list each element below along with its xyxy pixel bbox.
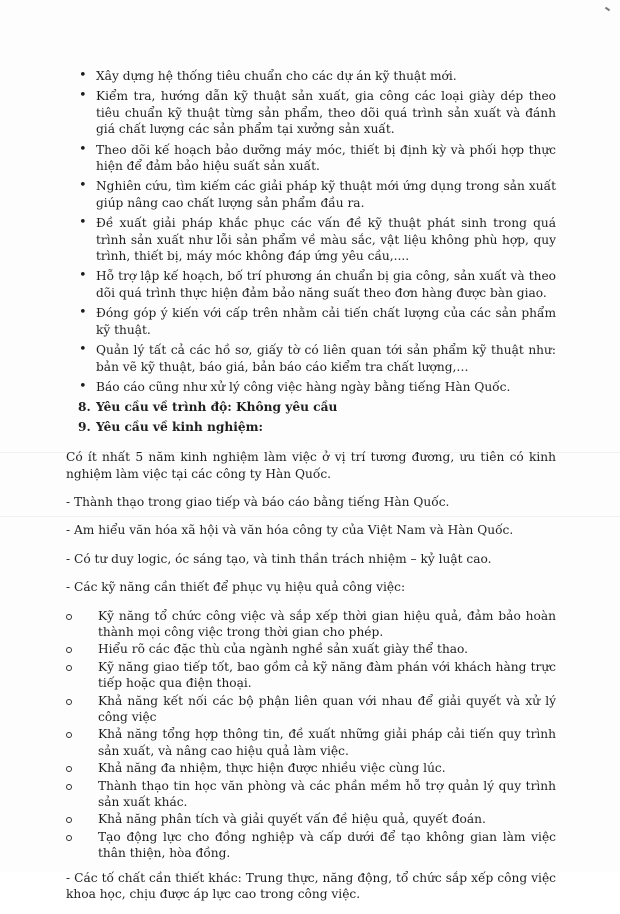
- list-item: • Báo cáo cũng như xử lý công việc hàng ngày bằng tiếng Hàn Quốc.: [66, 379, 556, 395]
- list-item: • Đề xuất giải pháp khắc phục các vấn đề kỹ thuật phát sinh trong quá trình sản xuất như lỗi sản phẩm về màu sắc, vật liệu không phù hợp, quy trình, thiết bị, máy móc không đáp ứng yêu cầu,....: [66, 215, 556, 264]
- paragraph: - Các kỹ năng cần thiết để phục vụ hiệu quả công việc:: [66, 580, 406, 595]
- skills-list: [66, 608, 556, 862]
- list-item: Khả năng đa nhiệm, thực hiện được nhiều việc cùng lúc.: [66, 760, 556, 776]
- list-item: Khả năng kết nối các bộ phận liên quan với nhau để giải quyết và xử lý công việc: [66, 693, 556, 726]
- section-heading-experience: [66, 419, 556, 435]
- list-item: Khả năng tổng hợp thông tin, đề xuất những giải pháp cải tiến quy trình sản xuất, và nâng cao hiệu quả làm việc.: [66, 726, 556, 759]
- list-item: • Đóng góp ý kiến với cấp trên nhằm cải tiến chất lượng của các sản phẩm kỹ thuật.: [66, 305, 556, 338]
- paragraph: Có ít nhất 5 năm kinh nghiệm làm việc ở vị trí tương đương, ưu tiên có kinh nghiệm làm việc tại các công ty Hàn Quốc.: [66, 450, 556, 481]
- document-body: [66, 68, 556, 914]
- list-item: • Xây dựng hệ thống tiêu chuẩn cho các dự án kỹ thuật mới.: [66, 68, 556, 84]
- section-title: Yêu cầu về kinh nghiệm:: [96, 419, 264, 434]
- section-number: 8.: [78, 400, 91, 415]
- list-item: Kỹ năng tổ chức công việc và sắp xếp thời gian hiệu quả, đảm bảo hoàn thành mọi công việc trong thời gian cho phép.: [66, 608, 556, 641]
- list-item: Hiểu rõ các đặc thù của ngành nghề sản xuất giày thể thao.: [66, 641, 556, 657]
- list-item: • Theo dõi kế hoạch bảo dưỡng máy móc, thiết bị định kỳ và phối hợp thực hiện để đảm bảo hiệu suất sản xuất.: [66, 142, 556, 175]
- section-heading-education: [66, 399, 556, 415]
- duties-list: [66, 68, 556, 395]
- paragraph: - Có tư duy logic, óc sáng tạo, và tinh thần trách nhiệm – kỷ luật cao.: [66, 551, 492, 566]
- section-number: 9.: [78, 419, 91, 434]
- section-title: Yêu cầu về trình độ: Không yêu cầu: [96, 400, 338, 415]
- list-item: • Hỗ trợ lập kế hoạch, bố trí phương án chuẩn bị gia công, sản xuất và theo dõi quá trình thực hiện đảm bảo năng suất theo đơn hàng được bàn giao.: [66, 268, 556, 301]
- list-item: • Quản lý tất cả các hồ sơ, giấy tờ có liên quan tới sản phẩm kỹ thuật như: bản vẽ kỹ thuật, báo giá, bản báo cáo kiểm tra chất lượng,…: [66, 342, 556, 375]
- list-item: Khả năng phân tích và giải quyết vấn đề hiệu quả, quyết đoán.: [66, 811, 556, 827]
- paragraph: - Am hiểu văn hóa xã hội và văn hóa công ty của Việt Nam và Hàn Quốc.: [66, 523, 514, 538]
- list-item: • Nghiên cứu, tìm kiếm các giải pháp kỹ thuật mới ứng dụng trong sản xuất giúp nâng cao chất lượng sản phẩm đầu ra.: [66, 178, 556, 211]
- scan-corner-mark: [605, 7, 610, 12]
- list-item: • Kiểm tra, hướng dẫn kỹ thuật sản xuất, gia công các loại giày dép theo tiêu chuẩn kỹ thuật từng sản phẩm, theo dõi quá trình sản xuất và đánh giá chất lượng các sản phẩm tại xưởng sản xuất.: [66, 88, 556, 137]
- closing-paragraph: - Các tố chất cần thiết khác: Trung thực, năng động, tổ chức sắp xếp công việc khoa học, chịu được áp lực cao trong công việc.: [66, 870, 556, 902]
- list-item: Tạo động lực cho đồng nghiệp và cấp dưới để tạo không gian làm việc thân thiện, hòa đồng.: [66, 829, 556, 862]
- list-item: Kỹ năng giao tiếp tốt, bao gồm cả kỹ năng đàm phán với khách hàng trực tiếp hoặc qua điện thoại.: [66, 659, 556, 692]
- paragraph: - Thành thạo trong giao tiếp và báo cáo bằng tiếng Hàn Quốc.: [66, 494, 450, 509]
- list-item: Thành thạo tin học văn phòng và các phần mềm hỗ trợ quản lý quy trình sản xuất khác.: [66, 778, 556, 811]
